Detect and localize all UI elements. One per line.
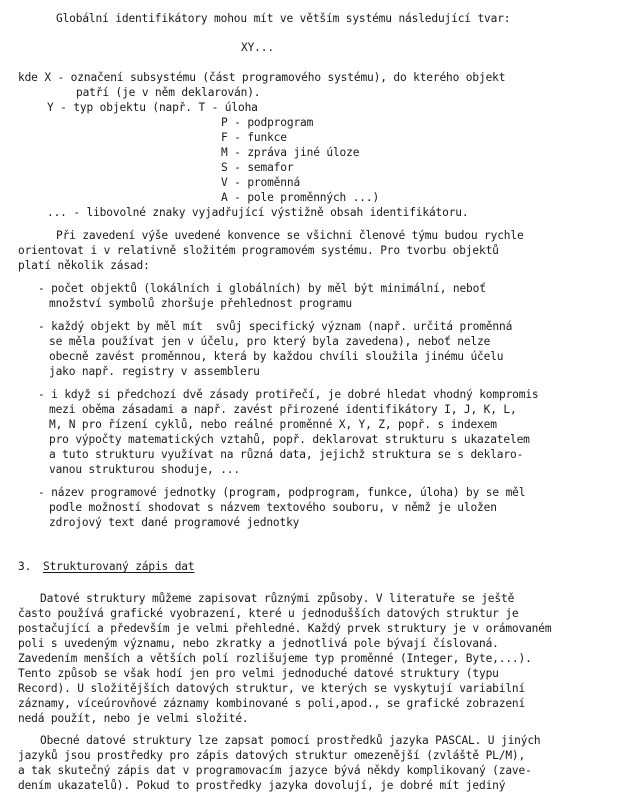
paragraph-line: Tento způsob se však hodí jen pro velmi jednoduché datové struktury (typu <box>18 667 499 680</box>
type-list-item: M - zpráva jiné úloze <box>221 146 360 159</box>
paragraph-line: Obecné datové struktury lze zapsat pomocí prostředků jazyka PASCAL. U jiných <box>40 734 541 747</box>
section-number: 3. <box>18 560 32 573</box>
paragraph-line: Datové struktury můžeme zapisovat různými způsoby. V literatuře se ještě <box>40 592 515 605</box>
type-list-item: A - pole proměnných ...) <box>221 191 380 204</box>
bullet-line: - i když si předchozí dvě zásady protiřečí, je dobré hledat vhodný kompromis <box>38 388 539 401</box>
paragraph-line: jazyků jsou prostředky pro zápis datových struktur omezenější (zvláště PL/M), <box>18 749 526 762</box>
bullet-line: množství symbolů zhoršuje přehlednost programu <box>49 297 352 310</box>
paragraph-line: orientovat i v relativně složitém programovém systému. Pro tvorbu objektů <box>18 244 499 257</box>
bullet-line: pro výpočty matematických vztahů, popř. deklarovat strukturu s ukazatelem <box>49 433 530 446</box>
type-list-item: S - semafor <box>221 161 294 174</box>
paragraph-line: Při zavedení výše uvedené konvence se všichni členové týmu budou rychle <box>56 229 524 242</box>
paragraph-line: a tak skutečný zápis dat v programovacím jazyce bývá někdy komplikovaný (zave- <box>18 764 532 777</box>
paragraph-line: dením ukazatelů). Pokud to prostředky jazyka dovolují, je dobré mít jediný <box>18 779 506 792</box>
bullet-line: podle možností shodovat s názvem textového souboru, v němž je uložen <box>49 501 497 514</box>
paragraph-line: poli s uvedeným významu, nebo zkratky a jednotlivá pole bývají číslovaná. <box>18 637 499 650</box>
bullet-line: M, N pro řízení cyklů, nebo reálné proměnné X, Y, Z, popř. s indexem <box>49 418 497 431</box>
bullet-line: mezi oběma zásadami a např. zavést přirozené identifikátory I, J, K, L, <box>49 403 517 416</box>
paragraph-line: Record). U složitějších datových struktur, ve kterých se vyskytují variabilní <box>18 682 526 695</box>
paragraph-line: záznamy, víceúrovňové záznamy kombinované s poli,apod., se grafické zobrazení <box>18 697 526 710</box>
paragraph-line: Zavedením menších a větších polí rozlišujeme typ proměnné (Integer, Byte,...). <box>18 652 532 665</box>
intro-line: Globální identifikátory mohou mít ve větším systému následující tvar: <box>56 12 511 25</box>
bullet-line: obecně zavést proměnnou, která by každou chvíli sloužila jinému účelu <box>49 350 504 363</box>
bullet-line: - název programové jednotky (program, podprogram, funkce, úloha) by se měl <box>38 486 526 499</box>
bullet-line: vanou strukturou shoduje, ... <box>49 463 240 476</box>
type-list-item: V - proměnná <box>221 176 301 189</box>
section-title: Strukturovaný zápis dat <box>43 560 195 573</box>
bullet-line: se měla používat jen v účelu, pro který byla zavedena), neboť nelze <box>49 335 491 348</box>
paragraph-line: často používá grafické vyobrazení, které u jednodušších datových struktur je <box>18 607 519 620</box>
bullet-line: jako např. registry v assembleru <box>49 365 260 378</box>
bullet-line: a tuto strukturu využívat na různá data, jejichž struktura se s deklaro- <box>49 448 524 461</box>
bullet-line: - každý objekt by měl mít svůj specifický význam (např. určitá proměnná <box>38 320 513 333</box>
paragraph-line: postačující a především je velmi přehledné. Každý prvek struktury je v orámovaném <box>18 622 552 635</box>
bullet-line: - počet objektů (lokálních i globálních) by měl být minimální, neboť <box>38 282 486 295</box>
x-definition-line-1: kde X - označení subsystému (část programového systému), do kterého objekt <box>18 71 506 84</box>
identifier-pattern: XY... <box>241 41 274 54</box>
type-list-item: P - podprogram <box>221 116 314 129</box>
paragraph-line: platí několik zásad: <box>18 259 150 272</box>
type-list-item: F - funkce <box>221 131 287 144</box>
dots-definition: ... - libovolné znaky vyjadřující výstižně obsah identifikátoru. <box>47 206 469 219</box>
bullet-line: zdrojový text dané programové jednotky <box>49 516 300 529</box>
x-definition-line-2: patří (je v něm deklarován). <box>76 86 261 99</box>
paragraph-line: nedá použít, nebo je velmi složité. <box>18 712 249 725</box>
y-definition-lead: Y - typ objektu (např. T - úloha <box>47 101 258 114</box>
